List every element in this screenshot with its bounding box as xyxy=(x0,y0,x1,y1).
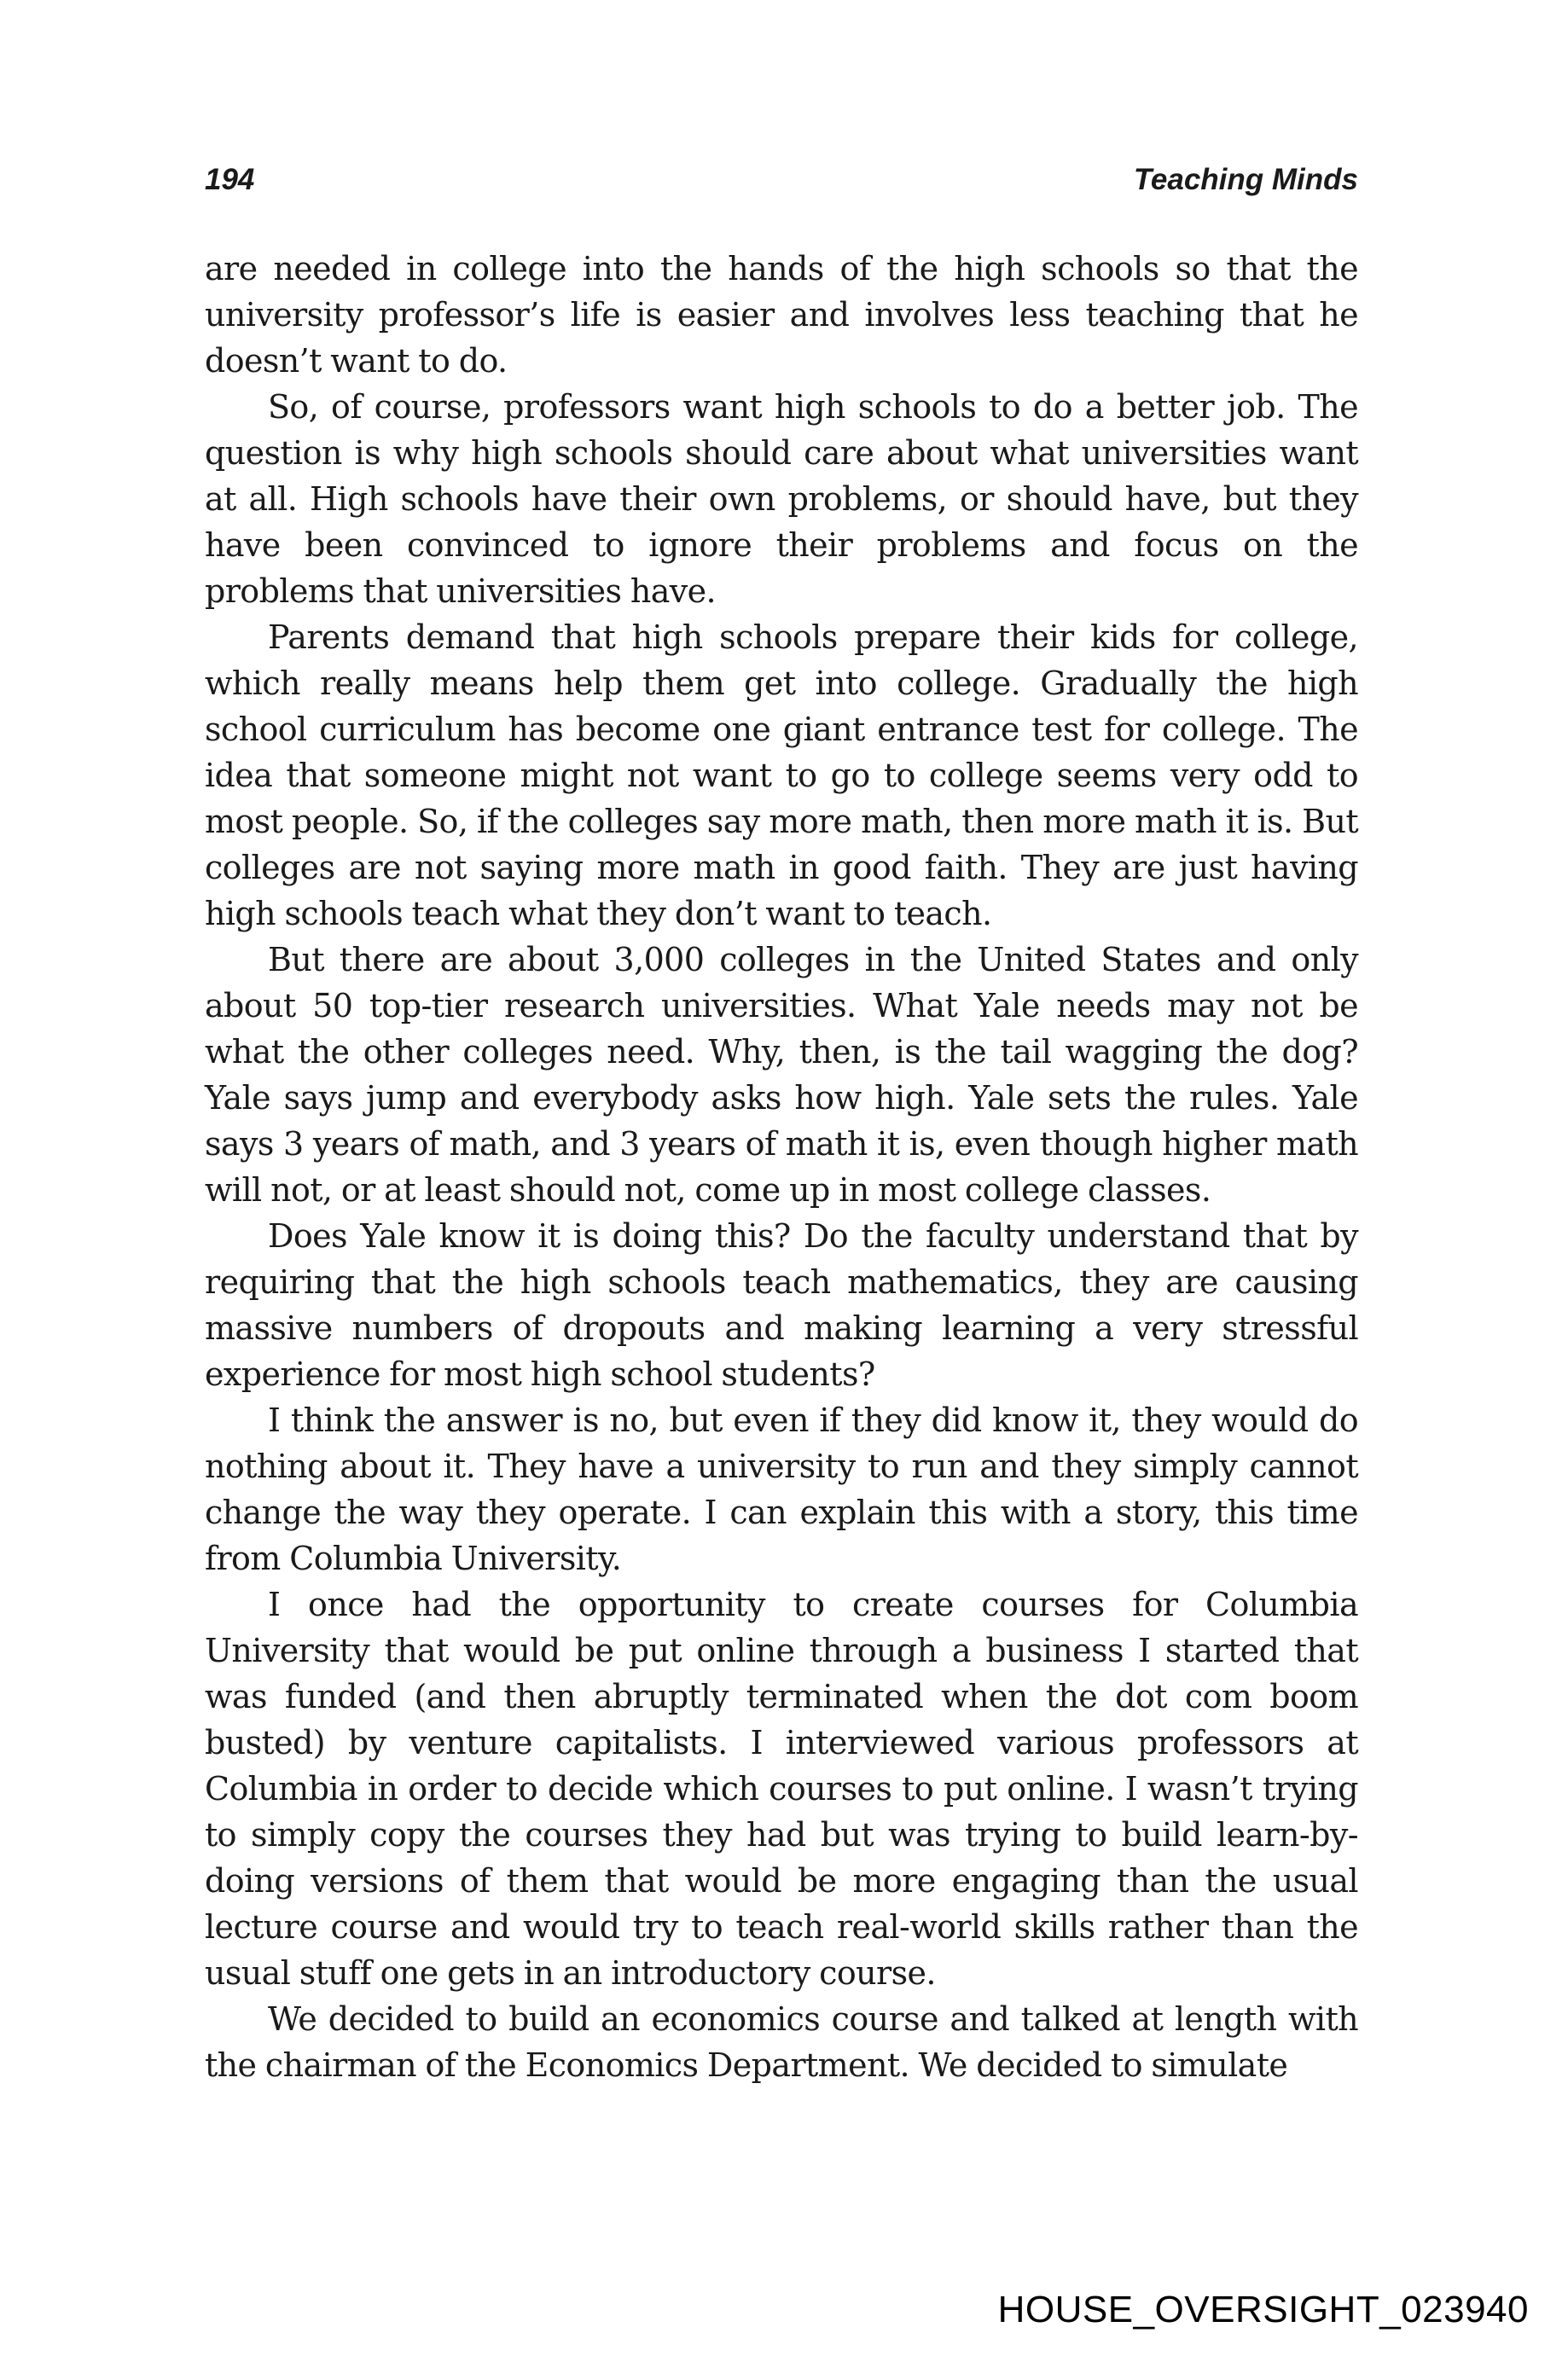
page-number: 194 xyxy=(205,163,255,196)
paragraph-7: I once had the opportunity to create courses for Columbia University that would be put online through a business I started that was funded (and then abruptly terminated when the dot com boom busted) by venture capitalists. I interviewed various professors at Columbia in order to decide which courses to put online. I wasn’t trying to simply copy the courses they had but was trying to build learn-by-doing versions of them that would be more engaging than the usual lecture course and would try to teach real-world skills rather than the usual stuff one gets in an introductory course. xyxy=(205,1586,1358,1992)
paragraph-8: We decided to build an economics course and talked at length with the chairman of the Economics Department. We decided to simulate xyxy=(205,2000,1358,2084)
bates-stamp: HOUSE_OVERSIGHT_023940 xyxy=(997,2289,1529,2330)
book-title: Teaching Minds xyxy=(1133,163,1358,196)
paragraph-2: So, of course, professors want high schools to do a better job. The question is why high schools should care about what universities want at all. High schools have their own problems, or should have, but they have been convinced to ignore their problems and focus on the problems that universities have. xyxy=(205,388,1358,610)
paragraph-4: But there are about 3,000 colleges in the United States and only about 50 top-tier research universities. What Yale needs may not be what the other colleges need. Why, then, is the tail wagging the dog? Yale says jump and everybody asks how high. Yale sets the rules. Yale says 3 years of math, and 3 years of math it is, even though higher math will not, or at least should not, come up in most college classes. xyxy=(205,941,1358,1209)
paragraph-1: are needed in college into the hands of the high schools so that the university professor’s life is easier and involves less teaching that he doesn’t want to do. xyxy=(205,250,1358,380)
body-text xyxy=(205,246,1358,2088)
paragraph-3: Parents demand that high schools prepare their kids for college, which really means help them get into college. Gradually the high school curriculum has become one giant entrance test for college. The idea that someone might not want to go to college seems very odd to most people. So, if the colleges say more math, then more math it is. But colleges are not saying more math in good faith. They are just having high schools teach what they don’t want to teach. xyxy=(205,618,1358,932)
paragraph-6: I think the answer is no, but even if they did know it, they would do nothing about it. They have a university to run and they simply cannot change the way they operate. I can explain this with a story, this time from Columbia University. xyxy=(205,1402,1358,1577)
paragraph-5: Does Yale know it is doing this? Do the faculty understand that by requiring that the high schools teach mathematics, they are causing massive numbers of dropouts and making learning a very stressful experience for most high school students? xyxy=(205,1217,1358,1393)
running-head xyxy=(205,159,1358,201)
